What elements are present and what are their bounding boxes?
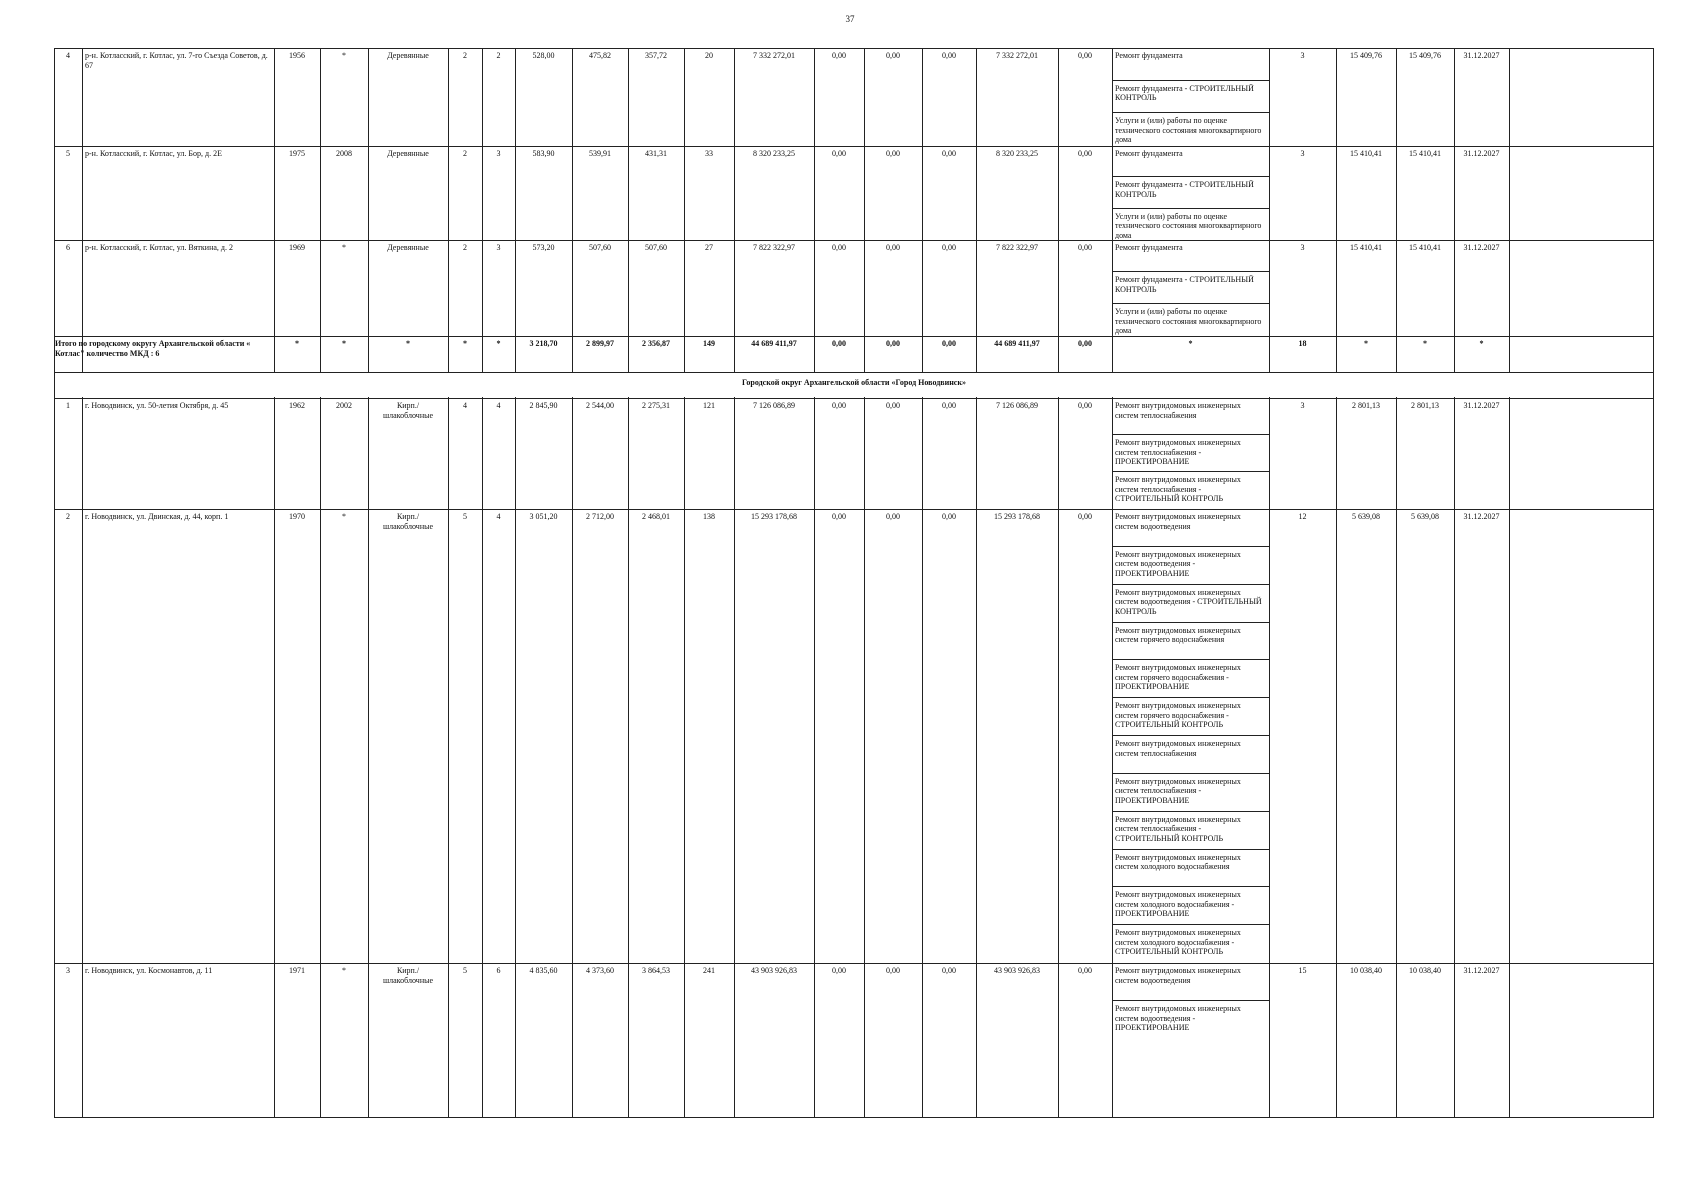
total-max-unit-cost: * (1423, 339, 1427, 348)
column-rule (320, 48, 321, 1118)
work-item: Ремонт внутридомовых инженерных систем водоотведения - ПРОЕКТИРОВАНИЕ (1115, 549, 1241, 578)
fund-owners-cell: 7 822 322,97 (996, 243, 1038, 252)
deadline-cell: 31.12.2027 (1463, 149, 1500, 158)
row-rule (54, 240, 1653, 241)
no-cell: 1 (66, 401, 70, 410)
column-rule (82, 48, 83, 1118)
floors-cell: 2 (463, 243, 467, 252)
works-count-cell: 3 (1300, 51, 1305, 60)
deadline-cell: 31.12.2027 (1463, 401, 1500, 410)
work-separator (1112, 303, 1269, 304)
cost-total-cell: 15 293 178,68 (751, 512, 797, 521)
capital-repair-table (54, 48, 1654, 1118)
floors-cell: 2 (463, 149, 467, 158)
residents-cell: 138 (703, 512, 715, 521)
deadline-cell: 31.12.2027 (1463, 51, 1500, 60)
fund-other-cell: 0,00 (1078, 966, 1092, 975)
column-rule (1509, 48, 1510, 1118)
work-item: Ремонт внутридомовых инженерных систем горячего водоснабжения (1115, 625, 1241, 644)
column-rule (976, 48, 977, 1118)
column-rule (515, 48, 516, 1118)
work-item: Ремонт фундамента - СТРОИТЕЛЬНЫЙ КОНТРОЛЬ (1115, 83, 1254, 103)
column-rule (368, 48, 369, 1118)
work-item: Ремонт фундамента (1115, 149, 1183, 158)
area-premises-cell: 4 373,60 (586, 966, 614, 975)
fund-federal-cell: 0,00 (832, 966, 846, 975)
work-separator (1112, 471, 1269, 472)
cost-total-cell: 8 320 233,25 (753, 149, 795, 158)
entrances-cell: 3 (496, 243, 501, 252)
work-item: Ремонт внутридомовых инженерных систем теплоснабжения (1115, 401, 1241, 420)
column-rule (922, 48, 923, 1118)
fund-local-cell: 0,00 (942, 966, 956, 975)
area-residential-cell: 357,72 (645, 51, 667, 60)
column-rule (1653, 48, 1654, 1118)
total-area-residential: 2 356,87 (642, 339, 670, 348)
work-separator (1112, 208, 1269, 209)
fund-regional-cell: 0,00 (886, 149, 900, 158)
year-overhaul-cell: * (342, 51, 346, 60)
area-premises-cell: 2 712,00 (586, 512, 614, 521)
column-rule (864, 48, 865, 1118)
row-rule (54, 146, 1653, 147)
works-count-cell: 12 (1298, 512, 1307, 521)
area-residential-cell: 507,60 (645, 243, 667, 252)
row-rule (54, 336, 1653, 337)
area-premises-cell: 507,60 (589, 243, 611, 252)
column-rule (1396, 48, 1397, 1118)
works-count-cell: 3 (1300, 401, 1305, 410)
area-residential-cell: 2 275,31 (642, 401, 670, 410)
area-total-cell: 3 051,20 (529, 512, 558, 521)
unit-cost-cell: 5 639,08 (1352, 512, 1380, 521)
floors-cell: 2 (463, 51, 467, 60)
column-rule (572, 48, 573, 1118)
entrances-cell: 4 (496, 401, 501, 410)
total-area-total: 3 218,70 (529, 339, 558, 348)
work-separator (1112, 271, 1269, 272)
fund-other-cell: 0,00 (1078, 149, 1092, 158)
wall-cell: Кирп./ шлакоблочные (382, 966, 434, 985)
address-cell: р-н. Котласский, г. Котлас, ул. 7-го Съезда Советов, д. 67 (85, 51, 268, 70)
entrances-cell: 3 (496, 149, 501, 158)
column-rule (1058, 48, 1059, 1118)
row-rule (54, 1117, 1653, 1118)
work-item: Ремонт внутридомовых инженерных систем горячего водоснабжения - СТРОИТЕЛЬНЫЙ КОНТРОЛЬ (1115, 701, 1241, 730)
fund-federal-cell: 0,00 (832, 401, 846, 410)
work-separator (1112, 176, 1269, 177)
column-rule (1269, 48, 1270, 1118)
work-separator (1112, 735, 1269, 736)
row-rule (54, 509, 1653, 510)
work-item: Ремонт внутридомовых инженерных систем горячего водоснабжения - ПРОЕКТИРОВАНИЕ (1115, 663, 1241, 692)
year-built-cell: 1971 (289, 966, 305, 975)
deadline-cell: 31.12.2027 (1463, 243, 1500, 252)
work-item: Ремонт внутридомовых инженерных систем холодного водоснабжения - ПРОЕКТИРОВАНИЕ (1115, 890, 1241, 919)
area-total-cell: 528,00 (532, 51, 555, 60)
no-cell: 5 (66, 149, 70, 158)
residents-cell: 20 (705, 51, 713, 60)
year-built-cell: 1975 (289, 149, 305, 158)
cost-total-cell: 7 332 272,01 (753, 51, 795, 60)
deadline-cell: 31.12.2027 (1463, 966, 1500, 975)
work-item: Ремонт внутридомовых инженерных систем водоотведения (1115, 512, 1241, 531)
work-separator (1112, 886, 1269, 887)
work-separator (1112, 773, 1269, 774)
total-fund-local: 0,00 (942, 339, 956, 348)
area-premises-cell: 539,91 (589, 149, 611, 158)
work-separator (1112, 697, 1269, 698)
entrances-cell: 4 (496, 512, 501, 521)
year-overhaul-cell: 2008 (336, 149, 352, 158)
residents-cell: 33 (705, 149, 713, 158)
floors-cell: 5 (463, 512, 467, 521)
work-separator (1112, 434, 1269, 435)
work-item: Ремонт внутридомовых инженерных систем водоотведения (1115, 966, 1241, 985)
fund-regional-cell: 0,00 (886, 243, 900, 252)
row-rule (54, 48, 1653, 49)
max-unit-cost-cell: 2 801,13 (1411, 401, 1439, 410)
fund-owners-cell: 15 293 178,68 (994, 512, 1040, 521)
unit-cost-cell: 15 409,76 (1350, 51, 1382, 60)
work-separator (1112, 584, 1269, 585)
entrances-cell: 2 (496, 51, 501, 60)
column-rule (448, 48, 449, 1118)
work-separator (1112, 112, 1269, 113)
total-area-premises: 2 899,97 (586, 339, 614, 348)
work-item: Услуги и (или) работы по оценке технического состояния многоквартирного дома (1115, 211, 1262, 239)
fund-other-cell: 0,00 (1078, 243, 1092, 252)
work-item: Ремонт внутридомовых инженерных систем теплоснабжения - СТРОИТЕЛЬНЫЙ КОНТРОЛЬ (1115, 814, 1241, 843)
wall-cell: Деревянные (387, 149, 429, 158)
total-fund-regional: 0,00 (886, 339, 900, 348)
area-residential-cell: 431,31 (645, 149, 667, 158)
floors-cell: 5 (463, 966, 467, 975)
total-fund-federal: 0,00 (832, 339, 846, 348)
work-separator (1112, 546, 1269, 547)
fund-local-cell: 0,00 (942, 401, 956, 410)
no-cell: 2 (66, 512, 70, 521)
address-cell: р-н. Котласский, г. Котлас, ул. Вяткина, д. 2 (85, 243, 233, 252)
fund-owners-cell: 7 126 086,89 (996, 401, 1038, 410)
row-rule (54, 398, 1653, 399)
residents-cell: 27 (705, 243, 713, 252)
works-count-cell: 15 (1298, 966, 1307, 975)
wall-cell: Деревянные (387, 51, 429, 60)
year-built-cell: 1956 (289, 51, 305, 60)
work-item: Ремонт внутридомовых инженерных систем теплоснабжения (1115, 739, 1241, 758)
page-number: 37 (845, 14, 855, 24)
row-rule (54, 963, 1653, 964)
work-item: Ремонт фундамента (1115, 243, 1183, 252)
max-unit-cost-cell: 15 410,41 (1409, 243, 1441, 252)
work-separator (1112, 811, 1269, 812)
work-item: Ремонт фундамента - СТРОИТЕЛЬНЫЙ КОНТРОЛЬ (1115, 275, 1254, 294)
work-item: Ремонт внутридомовых инженерных систем водоотведения - СТРОИТЕЛЬНЫЙ КОНТРОЛЬ (1115, 587, 1262, 616)
no-cell: 4 (66, 51, 70, 60)
work-separator (1112, 849, 1269, 850)
residents-cell: 121 (703, 401, 715, 410)
work-item: Услуги и (или) работы по оценке технического состояния многоквартирного дома (1115, 116, 1262, 145)
no-cell: 3 (66, 966, 70, 975)
fund-local-cell: 0,00 (942, 149, 956, 158)
total-year-overhaul: * (342, 339, 346, 348)
work-item: Ремонт внутридомовых инженерных систем теплоснабжения - СТРОИТЕЛЬНЫЙ КОНТРОЛЬ (1115, 475, 1241, 503)
work-item: Ремонт внутридомовых инженерных систем теплоснабжения - ПРОЕКТИРОВАНИЕ (1115, 776, 1241, 805)
unit-cost-cell: 2 801,13 (1352, 401, 1380, 410)
work-separator (1112, 659, 1269, 660)
total-fund-other: 0,00 (1078, 339, 1092, 348)
work-separator (1112, 622, 1269, 623)
deadline-cell: 31.12.2027 (1463, 512, 1500, 521)
residents-cell: 241 (703, 966, 715, 975)
no-cell: 6 (66, 243, 70, 252)
total-deadline: * (1479, 339, 1484, 348)
fund-owners-cell: 8 320 233,25 (996, 149, 1038, 158)
cost-total-cell: 43 903 926,83 (751, 966, 797, 975)
max-unit-cost-cell: 5 639,08 (1411, 512, 1439, 521)
area-total-cell: 583,90 (532, 149, 555, 158)
column-rule (1336, 48, 1337, 1118)
total-cost-total: 44 689 411,97 (751, 339, 797, 348)
total-fund-owners: 44 689 411,97 (994, 339, 1040, 348)
address-cell: р-н. Котласский, г. Котлас, ул. Бор, д. 2Е (85, 149, 222, 158)
area-total-cell: 2 845,90 (529, 401, 558, 410)
area-premises-cell: 475,82 (589, 51, 611, 60)
section-heading: Городской округ Архангельской области «Город Новодвинск» (742, 378, 966, 387)
wall-cell: Деревянные (387, 243, 429, 252)
fund-federal-cell: 0,00 (832, 512, 846, 521)
column-rule (482, 48, 483, 1118)
total-residents: 149 (703, 339, 715, 348)
area-residential-cell: 3 864,53 (642, 966, 670, 975)
total-entrances: * (496, 339, 501, 348)
cost-total-cell: 7 126 086,89 (753, 401, 795, 410)
area-premises-cell: 2 544,00 (586, 401, 614, 410)
unit-cost-cell: 15 410,41 (1350, 149, 1382, 158)
total-works-count: 18 (1298, 339, 1307, 348)
column-rule (1454, 48, 1455, 1118)
fund-federal-cell: 0,00 (832, 149, 846, 158)
fund-regional-cell: 0,00 (886, 966, 900, 975)
column-rule (274, 48, 275, 1118)
column-rule (54, 48, 55, 1118)
work-item: Ремонт фундамента - СТРОИТЕЛЬНЫЙ КОНТРОЛЬ (1115, 180, 1254, 199)
year-overhaul-cell: * (342, 243, 346, 252)
year-built-cell: 1969 (289, 243, 305, 252)
max-unit-cost-cell: 15 409,76 (1409, 51, 1441, 60)
year-overhaul-cell: * (342, 966, 346, 975)
max-unit-cost-cell: 15 410,41 (1409, 149, 1441, 158)
work-item: Ремонт внутридомовых инженерных систем холодного водоснабжения (1115, 852, 1241, 871)
wall-cell: Кирп./ шлакоблочные (382, 512, 434, 531)
column-rule (734, 48, 735, 1118)
work-item: Ремонт внутридомовых инженерных систем теплоснабжения - ПРОЕКТИРОВАНИЕ (1115, 438, 1241, 466)
work-item: Ремонт внутридомовых инженерных систем холодного водоснабжения - СТРОИТЕЛЬНЫЙ КОНТРОЛЬ (1115, 928, 1241, 957)
fund-other-cell: 0,00 (1078, 512, 1092, 521)
unit-cost-cell: 10 038,40 (1350, 966, 1382, 975)
year-overhaul-cell: * (342, 512, 346, 521)
total-wall: * (406, 339, 410, 348)
work-separator (1112, 80, 1269, 81)
work-item: Услуги и (или) работы по оценке технического состояния многоквартирного дома (1115, 307, 1262, 335)
address-cell: г. Новодвинск, ул. Двинская, д. 44, корп. 1 (85, 512, 229, 521)
entrances-cell: 6 (496, 966, 501, 975)
cost-total-cell: 7 822 322,97 (753, 243, 795, 252)
fund-regional-cell: 0,00 (886, 51, 900, 60)
column-rule (814, 48, 815, 1118)
column-rule (684, 48, 685, 1118)
fund-federal-cell: 0,00 (832, 243, 846, 252)
total-label: Итого по городскому округу Архангельской области « Котлас" количество МКД : 6 (55, 339, 251, 358)
area-residential-cell: 2 468,01 (642, 512, 670, 521)
work-separator (1112, 1000, 1269, 1001)
fund-local-cell: 0,00 (942, 243, 956, 252)
fund-other-cell: 0,00 (1078, 401, 1092, 410)
wall-cell: Кирп./ шлакоблочные (382, 401, 434, 420)
total-floors: * (463, 339, 467, 348)
work-item: Ремонт внутридомовых инженерных систем водоотведения - ПРОЕКТИРОВАНИЕ (1115, 1004, 1241, 1032)
fund-owners-cell: 43 903 926,83 (994, 966, 1040, 975)
year-built-cell: 1970 (289, 512, 305, 521)
area-total-cell: 4 835,60 (529, 966, 558, 975)
fund-local-cell: 0,00 (942, 512, 956, 521)
fund-owners-cell: 7 332 272,01 (996, 51, 1038, 60)
max-unit-cost-cell: 10 038,40 (1409, 966, 1441, 975)
work-separator (1112, 924, 1269, 925)
area-total-cell: 573,20 (532, 243, 555, 252)
total-unit-cost: * (1364, 339, 1368, 348)
total-year-built: * (295, 339, 299, 348)
address-cell: г. Новодвинск, ул. 50-летия Октября, д. 45 (85, 401, 229, 410)
fund-federal-cell: 0,00 (832, 51, 846, 60)
year-overhaul-cell: 2002 (336, 401, 352, 410)
total-works: * (1188, 339, 1193, 348)
floors-cell: 4 (463, 401, 467, 410)
fund-regional-cell: 0,00 (886, 512, 900, 521)
fund-local-cell: 0,00 (942, 51, 956, 60)
column-rule (628, 48, 629, 1118)
works-count-cell: 3 (1300, 149, 1305, 158)
work-item: Ремонт фундамента (1115, 51, 1183, 60)
year-built-cell: 1962 (289, 401, 305, 410)
works-count-cell: 3 (1300, 243, 1305, 252)
address-cell: г. Новодвинск, ул. Космонавтов, д. 11 (85, 966, 213, 975)
fund-other-cell: 0,00 (1078, 51, 1092, 60)
fund-regional-cell: 0,00 (886, 401, 900, 410)
unit-cost-cell: 15 410,41 (1350, 243, 1382, 252)
